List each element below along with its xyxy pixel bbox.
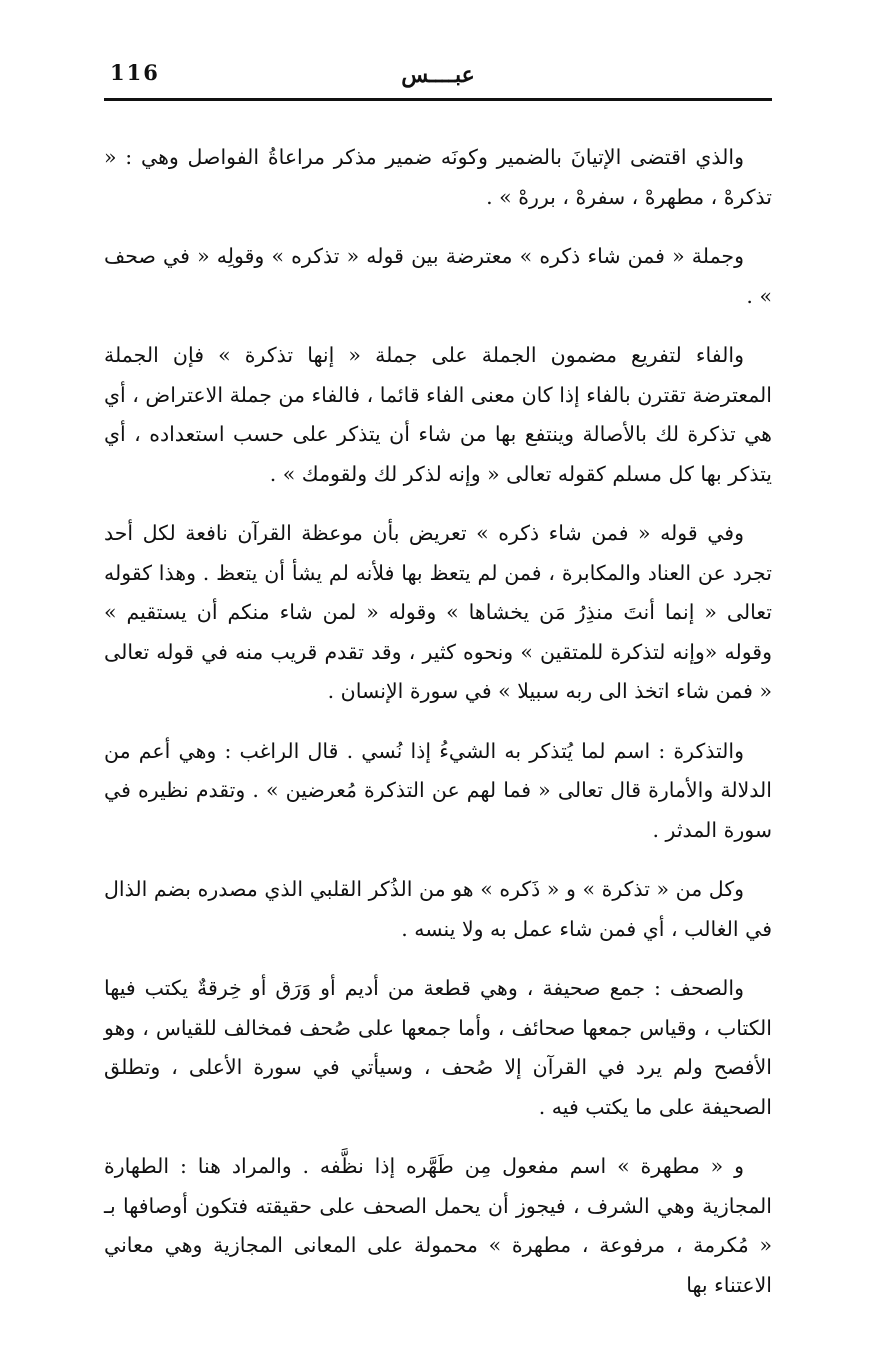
paragraph: والفاء لتفريع مضمون الجملة على جملة « إنها تذكرة » فإن الجملة المعترضة تقترن بالفاء إذا كان معنى الفاء قائما ، فالفاء من جملة الاعتراض ، أي هي تذكرة لك بالأصالة وينتفع بها من شاء أن يتذكر على حسب استعداده ، أي يتذكر بها كل مسلم كقوله تعالى « وإنه لذكر لك ولقومك » .: [104, 343, 772, 486]
header-rule: [104, 98, 772, 101]
paragraph: وكل من « تذكرة » و « ذَكره » هو من الذُكر القلبي الذي مصدره بضم الذال في الغالب ، أي فمن شاء عمل به ولا ينسه .: [104, 877, 772, 941]
paragraph: وفي قوله « فمن شاء ذكره » تعريض بأن موعظة القرآن نافعة لكل أحد تجرد عن العناد والمكابرة ، فمن لم يتعظ بها فلأنه لم يشأ أن يتعظ . وهذا كقوله تعالى « إنما أنتَ منذِرُ مَن يخشاها » وقوله « لمن شاء منكم أن يستقيم » وقوله «وإنه لتذكرة للمتقين » ونحوه كثير ، وقد تقدم قريب منه في قوله تعالى « فمن شاء اتخذ الى ربه سبيلا » في سورة الإنسان .: [104, 521, 772, 703]
body-text: [104, 138, 772, 1325]
paragraph: وجملة « فمن شاء ذكره » معترضة بين قوله « تذكره » وقولِه « في صحف » .: [104, 244, 772, 308]
paragraph: و « مطهرة » اسم مفعول مِن طَهَّره إذا نظَّفه . والمراد هنا : الطهارة المجازية وهي الشرف ، فيجوز أن يحمل الصحف على حقيقته فتكون أوصافها بـ « مُكرمة ، مرفوعة ، مطهرة » محمولة على المعانى المجازية وهي معاني الاعتناء بها: [104, 1154, 772, 1297]
page-number: 116: [110, 60, 160, 85]
paragraph: والصحف : جمع صحيفة ، وهي قطعة من أديم أو وَرَق أو خِرقةٌ يكتب فيها الكتاب ، وقياس جمعها صحائف ، وأما جمعها على صُحف فمخالف للقياس ، وهو الأفصح ولم يرد في القرآن إلا صُحف ، وسيأتي في سورة الأعلى ، وتطلق الصحيفة على ما يكتب فيه .: [104, 976, 772, 1119]
paragraph: والتذكرة : اسم لما يُتذكر به الشيءُ إذا نُسي . قال الراغب : وهي أعم من الدلالة والأمارة قال تعالى « فما لهم عن التذكرة مُعرضين » . وتقدم نظيره في سورة المدثر .: [104, 738, 772, 842]
running-head: [104, 58, 772, 98]
paragraph: والذي اقتضى الإتيانَ بالضمير وكونَه ضمير مذكر مراعاةُ الفواصل وهي : « تذكرهْ ، مطهرهْ ، سفرهْ ، بررهْ » .: [104, 145, 772, 209]
surah-title: عبــــس: [401, 62, 475, 88]
